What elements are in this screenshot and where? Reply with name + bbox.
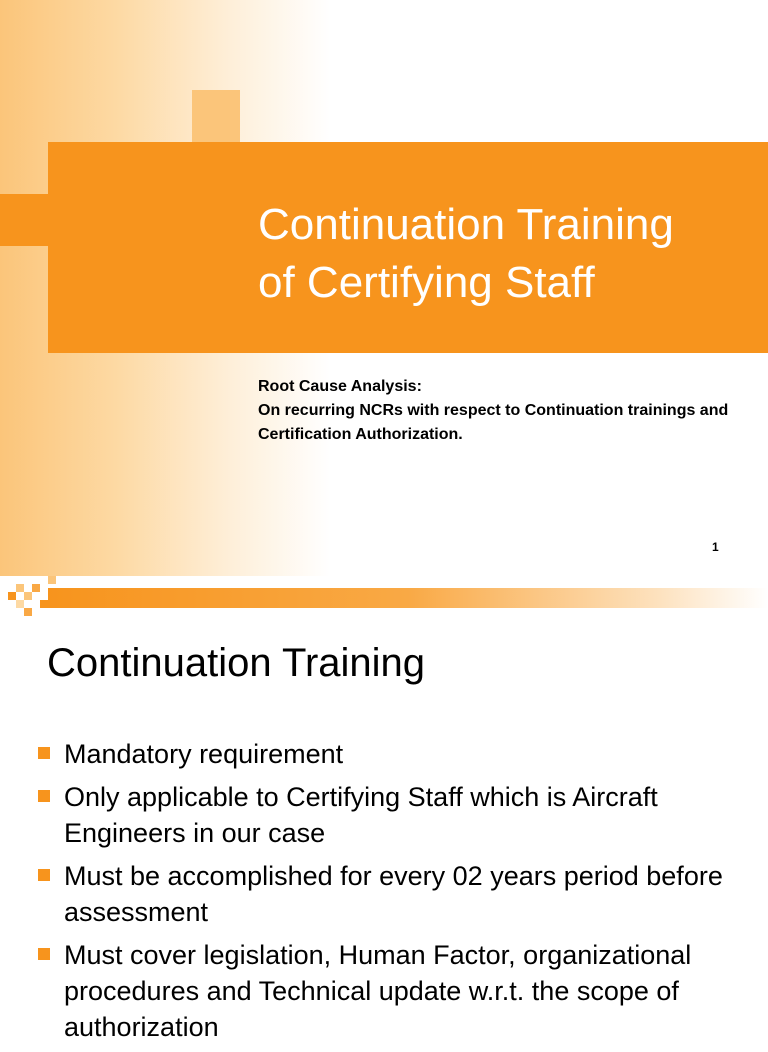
decorative-square (8, 592, 16, 600)
title-line-2: of Certifying Staff (258, 258, 595, 307)
list-item (36, 779, 756, 851)
title-line-1: Continuation Training (258, 200, 674, 249)
subtitle (258, 375, 738, 447)
decorative-square (40, 600, 48, 608)
slide-2 (0, 576, 768, 1042)
list-item-text: Must be accomplished for every 02 years period before assessment (64, 861, 723, 927)
slide-2-title: Continuation Training (47, 641, 426, 685)
header-band (48, 588, 768, 608)
subtitle-line-2: On recurring NCRs with respect to Continuation trainings and Certification Authorization. (258, 402, 729, 443)
decorative-square (16, 584, 24, 592)
list-item (36, 937, 756, 1045)
decorative-square (48, 576, 56, 584)
page-number: 1 (712, 540, 719, 554)
list-item-text: Only applicable to Certifying Staff which is Aircraft Engineers in our case (64, 782, 658, 848)
square-bullet-icon (38, 790, 50, 802)
list-item (36, 736, 756, 772)
slide-title (258, 196, 758, 312)
decorative-square (32, 584, 40, 592)
list-item-text: Mandatory requirement (64, 739, 344, 769)
decorative-square (16, 600, 24, 608)
decorative-square (192, 90, 240, 142)
bullet-list (36, 736, 756, 1052)
square-bullet-icon (38, 948, 50, 960)
decorative-square (24, 592, 32, 600)
list-item-text: Must cover legislation, Human Factor, organizational procedures and Technical update w.r.t. the scope of authorization (64, 940, 692, 1042)
decorative-square (24, 608, 32, 616)
subtitle-line-1: Root Cause Analysis: (258, 378, 422, 395)
decorative-square (0, 194, 48, 246)
square-bullet-icon (38, 869, 50, 881)
list-item (36, 858, 756, 930)
square-bullet-icon (38, 747, 50, 759)
